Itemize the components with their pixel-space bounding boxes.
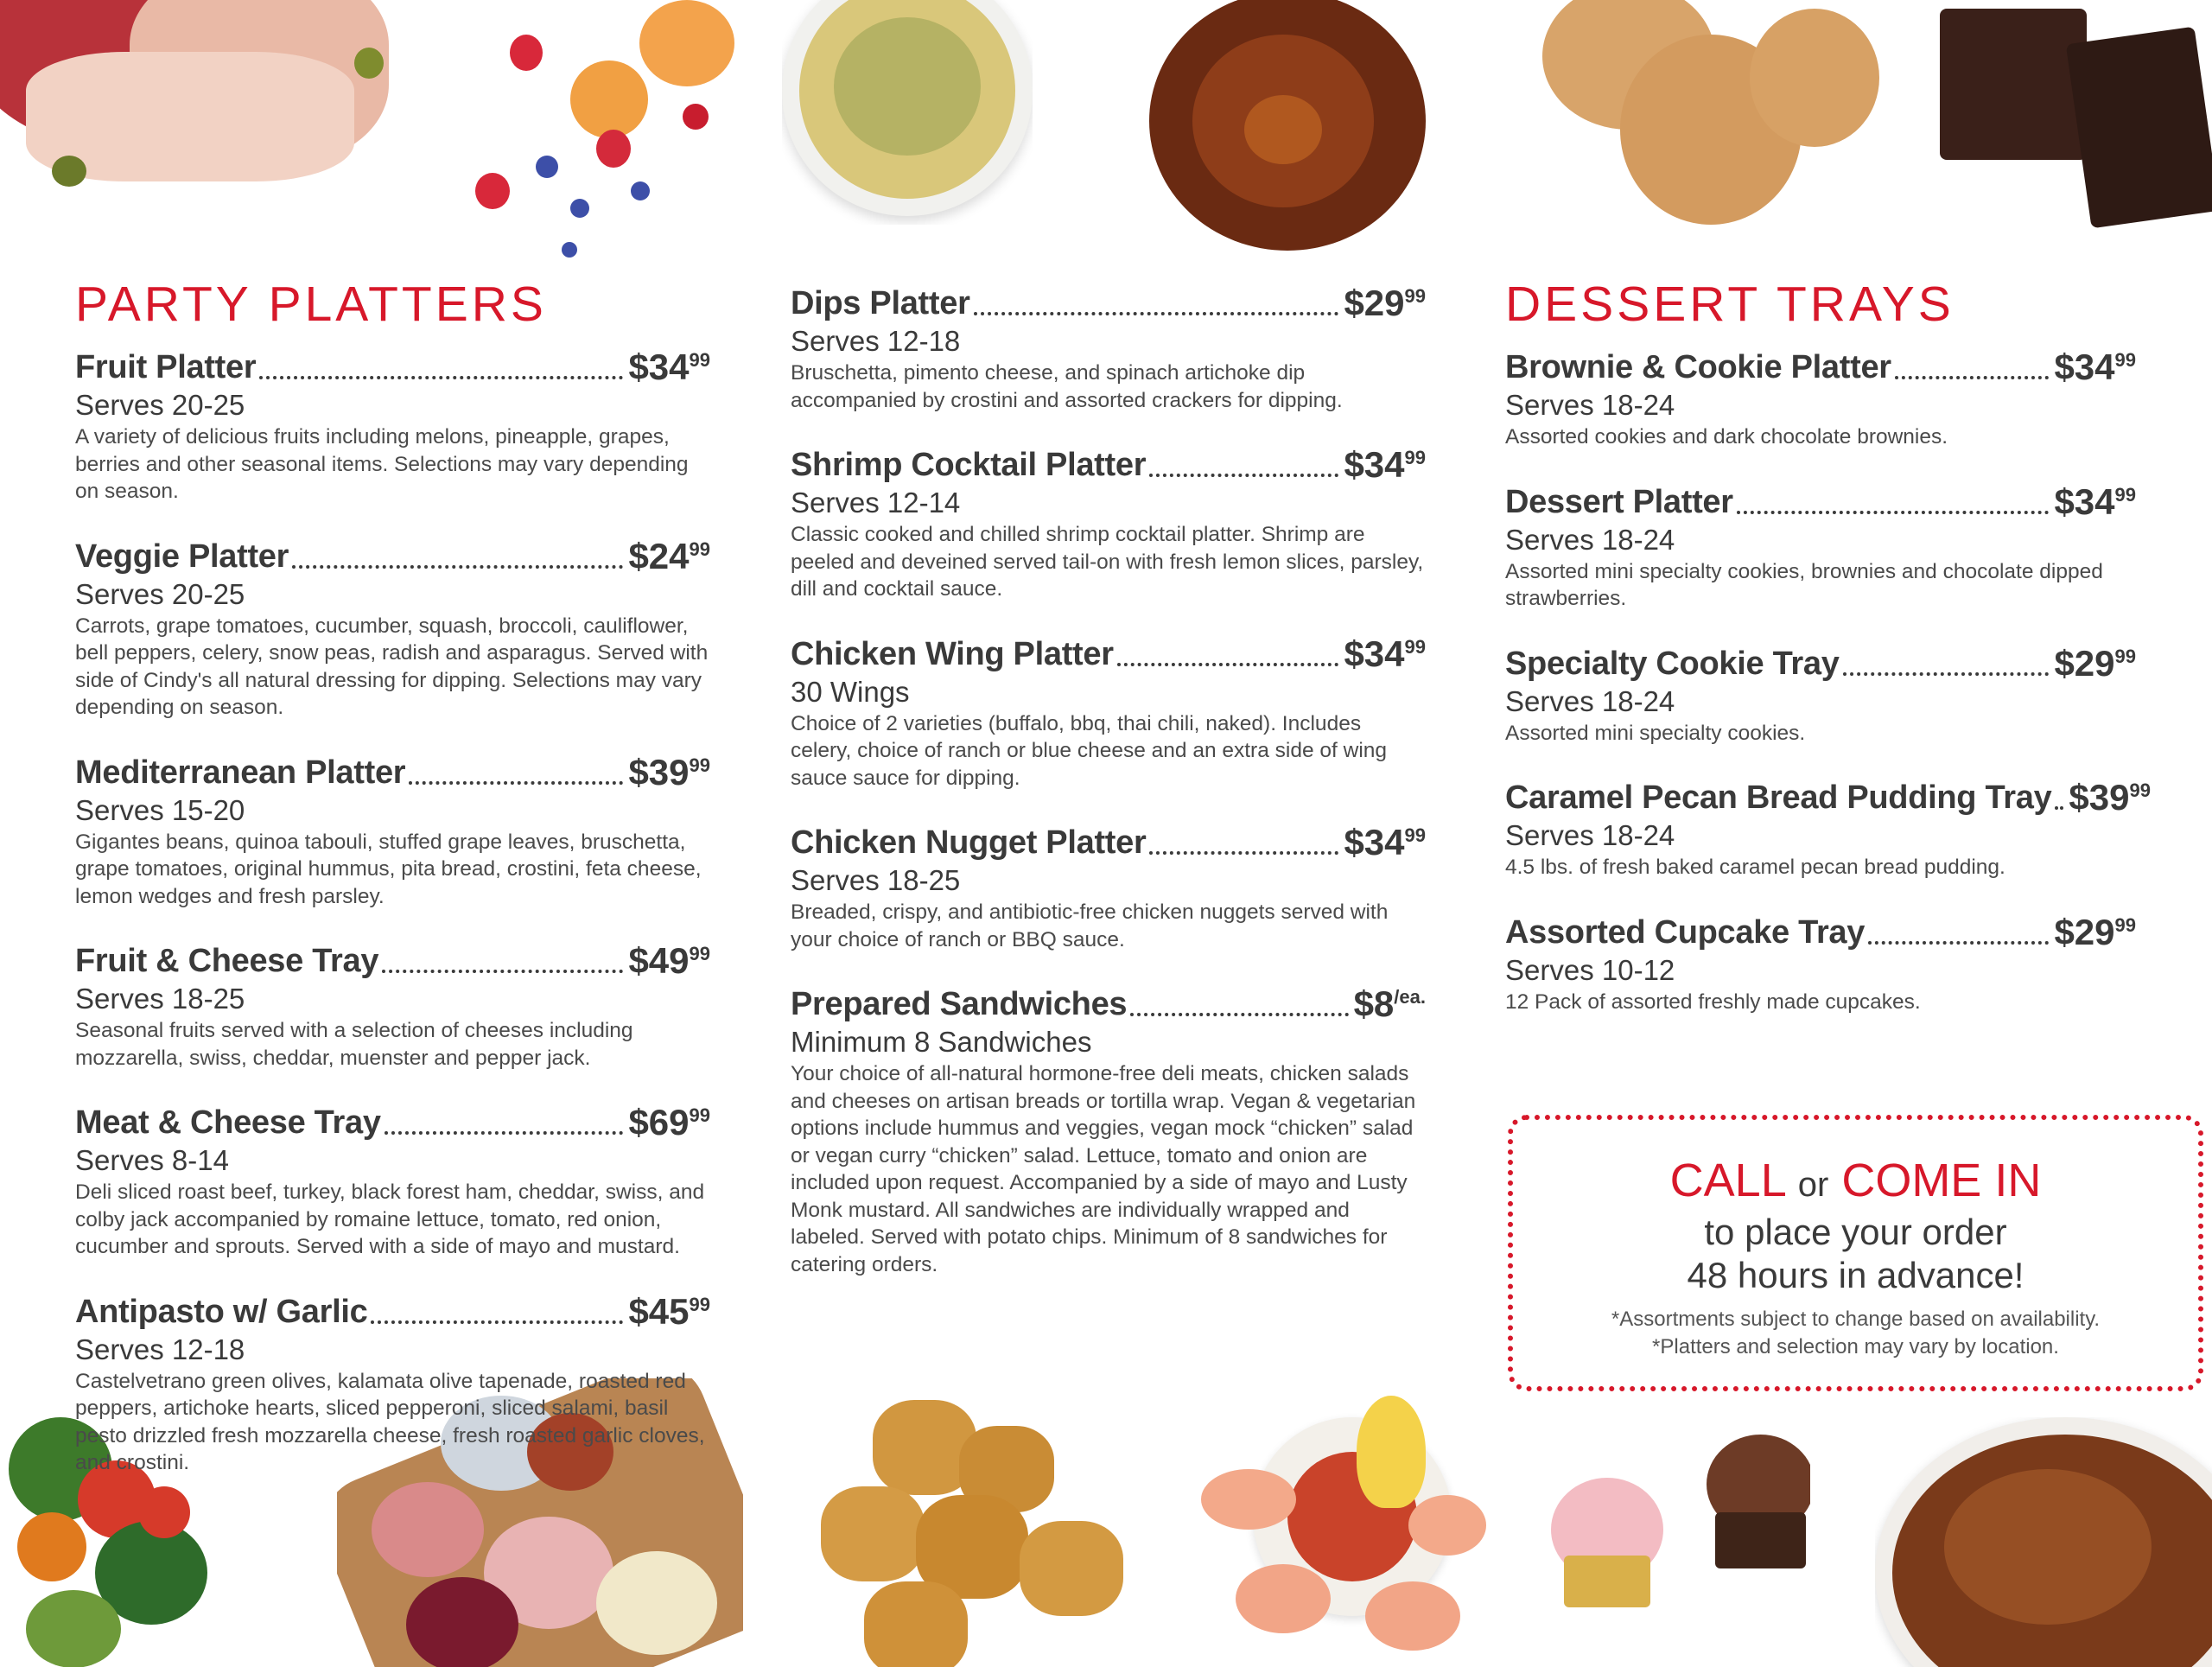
menu-item-price bbox=[1344, 823, 1426, 862]
availability-note: *Assortments subject to change based on availability. bbox=[1611, 1308, 2101, 1331]
menu-item-serves: Serves 8-14 bbox=[75, 1144, 229, 1176]
menu-item-price bbox=[2054, 913, 2136, 952]
price-dollars: $39 bbox=[628, 751, 690, 792]
menu-item-name: Specialty Cookie Tray bbox=[1505, 645, 1840, 682]
menu-item-price bbox=[1344, 634, 1426, 674]
dot-leader bbox=[409, 781, 623, 785]
menu-item bbox=[791, 440, 1426, 603]
menu-item-name: Dips Platter bbox=[791, 285, 970, 321]
menu-item-header bbox=[791, 440, 1426, 485]
menu-item-header bbox=[75, 1098, 710, 1142]
menu-item-name: Chicken Nugget Platter bbox=[791, 824, 1147, 861]
menu-item-serves: Serves 20-25 bbox=[75, 577, 245, 610]
menu-item-name: Prepared Sandwiches bbox=[791, 986, 1128, 1022]
price-dollars: $39 bbox=[2069, 777, 2130, 818]
menu-item-name: Meat & Cheese Tray bbox=[75, 1104, 381, 1141]
menu-item-price bbox=[628, 941, 710, 981]
menu-item-serves: 30 Wings bbox=[791, 675, 910, 708]
menu-item-header bbox=[75, 342, 710, 387]
price-cents: 99 bbox=[689, 538, 710, 560]
menu-item-description: 4.5 lbs. of fresh baked caramel pecan bread pudding. bbox=[1505, 856, 2005, 879]
menu-item bbox=[791, 818, 1426, 953]
menu-item-price bbox=[1354, 984, 1426, 1024]
menu-item-description: Your choice of all-natural hormone-free deli meats, chicken salads and cheeses on artisan breads or tortilla wrap. Vegan & vegetarian options include hummus and veggies, vegan mock “chicken” salad or vegan curry “chicken” salad. Lettuce, tomato and onion are included upon request. Accompanied by a side of mayo and Lusty Monk mustard. All sandwiches are individually wrapped and labeled. Served with potato chips. Minimum of 8 sandwiches for catering orders. bbox=[791, 1062, 1416, 1276]
dot-leader bbox=[1149, 474, 1338, 477]
dot-leader bbox=[292, 565, 623, 569]
price-cents: 99 bbox=[689, 349, 710, 371]
price-cents: 99 bbox=[2129, 779, 2151, 801]
menu-item-description: Carrots, grape tomatoes, cucumber, squash, broccoli, cauliflower, bell peppers, celery, snow peas, radish and asparagus. Served with side of Cindy's all natural dressing for dipping. Selections may vary depending on season. bbox=[75, 614, 709, 719]
menu-item-price bbox=[628, 347, 710, 387]
price-cents: 99 bbox=[689, 943, 710, 964]
menu-item-price bbox=[628, 753, 710, 792]
party-platters-section bbox=[75, 277, 710, 1503]
menu-item bbox=[75, 531, 710, 722]
menu-item-name: Veggie Platter bbox=[75, 538, 289, 575]
brownies-photo bbox=[1931, 0, 2212, 233]
dessert-trays-section bbox=[1505, 277, 2151, 1041]
menu-item-serves: Serves 18-25 bbox=[75, 983, 245, 1015]
price-dollars: $34 bbox=[2054, 480, 2115, 522]
menu-item bbox=[1505, 477, 2136, 613]
menu-item-price bbox=[2054, 347, 2136, 387]
price-dollars: $24 bbox=[628, 535, 690, 576]
price-cents: 99 bbox=[689, 1293, 710, 1315]
menu-item-header bbox=[1505, 342, 2136, 387]
dot-leader bbox=[259, 376, 623, 379]
price-dollars: $34 bbox=[628, 347, 690, 387]
menu-item bbox=[791, 629, 1426, 792]
menu-item-header bbox=[1505, 639, 2136, 684]
menu-item bbox=[75, 936, 710, 1072]
menu-item-header bbox=[75, 1287, 710, 1332]
dessert-trays-title: DESSERT TRAYS bbox=[1505, 277, 1955, 332]
menu-item bbox=[75, 1287, 710, 1477]
menu-item-serves: Serves 12-18 bbox=[791, 325, 961, 357]
menu-item-header bbox=[791, 278, 1426, 323]
menu-item-price bbox=[628, 537, 710, 576]
price-dollars: $45 bbox=[628, 1290, 690, 1332]
menu-item-header bbox=[791, 629, 1426, 674]
price-dollars: $34 bbox=[1344, 444, 1405, 485]
menu-item-name: Fruit Platter bbox=[75, 349, 257, 385]
shrimp-cocktail-photo bbox=[1201, 1383, 1486, 1667]
party-platters-list bbox=[75, 342, 710, 1477]
menu-item bbox=[1505, 773, 2151, 881]
menu-item bbox=[791, 278, 1426, 414]
chicken-nuggets-photo bbox=[812, 1391, 1141, 1667]
menu-item bbox=[75, 748, 710, 911]
menu-item-name: Assorted Cupcake Tray bbox=[1505, 913, 1866, 951]
menu-item-price bbox=[2069, 778, 2151, 818]
menu-item bbox=[75, 1098, 710, 1261]
place-order-text: to place your order bbox=[1704, 1212, 2007, 1252]
dot-leader bbox=[1868, 941, 2049, 945]
price-dollars: $29 bbox=[1344, 283, 1405, 323]
menu-item-serves: Serves 18-24 bbox=[1505, 523, 1675, 556]
dot-leader bbox=[1149, 851, 1338, 855]
price-cents: /ea. bbox=[1394, 986, 1426, 1008]
menu-item-name: Shrimp Cocktail Platter bbox=[791, 447, 1147, 483]
menu-item-serves: Serves 18-25 bbox=[791, 864, 961, 896]
menu-item-description: Bruschetta, pimento cheese, and spinach artichoke dip accompanied by crostini and assorted crackers for dipping. bbox=[791, 361, 1343, 412]
price-dollars: $29 bbox=[2054, 911, 2115, 952]
come-in-text: COME IN bbox=[1841, 1155, 2042, 1206]
menu-item-header bbox=[75, 748, 710, 792]
price-cents: 99 bbox=[1404, 824, 1426, 846]
menu-item-header bbox=[1505, 773, 2151, 818]
bread-pudding-photo bbox=[1875, 1417, 2212, 1667]
call-or-come-in-box bbox=[1508, 1115, 2203, 1391]
dessert-trays-list bbox=[1505, 342, 2151, 1015]
menu-item-serves: Serves 12-14 bbox=[791, 487, 961, 519]
price-cents: 99 bbox=[2114, 349, 2136, 371]
cookies-photo bbox=[1542, 0, 1879, 233]
cupcakes-photo bbox=[1542, 1417, 1810, 1667]
price-cents: 99 bbox=[1404, 447, 1426, 468]
dip-bowl-photo bbox=[782, 0, 1033, 225]
menu-item bbox=[1505, 907, 2136, 1016]
menu-item-header bbox=[1505, 907, 2136, 952]
menu-item-serves: Serves 18-24 bbox=[1505, 389, 1675, 421]
dot-leader bbox=[1843, 672, 2050, 676]
berries-fruit-photo bbox=[467, 0, 743, 277]
menu-item-description: A variety of delicious fruits including melons, pineapple, grapes, berries and other seasonal items. Selections may vary depending on season. bbox=[75, 425, 689, 503]
dot-leader bbox=[1895, 376, 2050, 379]
price-cents: 99 bbox=[689, 1104, 710, 1126]
menu-item-header bbox=[75, 531, 710, 576]
menu-item-price bbox=[2054, 482, 2136, 522]
price-cents: 99 bbox=[2114, 483, 2136, 506]
menu-item-description: Assorted mini specialty cookies, brownies and chocolate dipped strawberries. bbox=[1505, 559, 2103, 610]
menu-item bbox=[1505, 639, 2136, 748]
price-cents: 99 bbox=[689, 754, 710, 776]
price-dollars: $8 bbox=[1353, 983, 1395, 1024]
location-note: *Platters and selection may vary by location. bbox=[1652, 1335, 2059, 1358]
party-platters-title: PARTY PLATTERS bbox=[75, 277, 547, 332]
call-headline bbox=[1513, 1155, 2198, 1211]
menu-item-serves: Serves 10-12 bbox=[1505, 953, 1675, 986]
menu-item-price bbox=[1344, 283, 1426, 323]
menu-item-description: Choice of 2 varieties (buffalo, bbq, thai chili, naked). Includes celery, choice of ranch or blue cheese and an extra side of wing sauce sauce for dipping. bbox=[791, 711, 1388, 790]
call-text: CALL bbox=[1669, 1155, 1785, 1206]
menu-item-header bbox=[791, 818, 1426, 862]
menu-item-name: Fruit & Cheese Tray bbox=[75, 943, 379, 979]
dot-leader bbox=[371, 1320, 623, 1324]
menu-item-serves: Serves 12-18 bbox=[75, 1333, 245, 1365]
menu-item-serves: Serves 15-20 bbox=[75, 793, 245, 826]
menu-item-serves: Minimum 8 Sandwiches bbox=[791, 1026, 1092, 1058]
menu-item-description: Assorted mini specialty cookies. bbox=[1505, 721, 1806, 745]
menu-item-description: Classic cooked and chilled shrimp cocktail platter. Shrimp are peeled and deveined served tail-on with fresh lemon slices, parsley, dill and cocktail sauce. bbox=[791, 523, 1424, 601]
price-dollars: $49 bbox=[628, 940, 690, 981]
price-dollars: $34 bbox=[1344, 633, 1405, 674]
menu-item-description: Castelvetrano green olives, kalamata olive tapenade, roasted red peppers, artichoke hearts, sliced pepperoni, sliced salami, basil pesto drizzled fresh mozzarella cheese, fresh roasted garlic cloves, and crostini. bbox=[75, 1369, 705, 1474]
menu-item bbox=[1505, 342, 2136, 451]
dot-leader bbox=[2055, 806, 2063, 810]
menu-item-price bbox=[1344, 445, 1426, 485]
menu-item-price bbox=[628, 1292, 710, 1332]
dot-leader bbox=[1737, 511, 2050, 514]
price-cents: 99 bbox=[2114, 645, 2136, 667]
menu-item-description: Assorted cookies and dark chocolate brownies. bbox=[1505, 425, 1948, 449]
menu-item-header bbox=[791, 979, 1426, 1024]
price-cents: 99 bbox=[1404, 285, 1426, 307]
dot-leader bbox=[974, 312, 1339, 315]
or-text: or bbox=[1797, 1166, 1829, 1204]
menu-item-price bbox=[2054, 644, 2136, 684]
menu-item-name: Brownie & Cookie Platter bbox=[1505, 349, 1891, 385]
menu-item-serves: Serves 18-24 bbox=[1505, 819, 1675, 851]
menu-item-name: Antipasto w/ Garlic bbox=[75, 1293, 368, 1330]
menu-item-description: Deli sliced roast beef, turkey, black forest ham, cheddar, swiss, and colby jack accompanied by romaine lettuce, tomato, red onion, cucumber and sprouts. Served with a side of mayo and mustard. bbox=[75, 1180, 705, 1258]
menu-item-name: Caramel Pecan Bread Pudding Tray bbox=[1505, 779, 2052, 816]
dot-leader bbox=[385, 1131, 624, 1135]
deli-meats-photo bbox=[0, 0, 397, 199]
price-dollars: $29 bbox=[2054, 642, 2115, 684]
dot-leader bbox=[382, 970, 623, 973]
middle-section bbox=[791, 278, 1426, 1304]
dot-leader bbox=[1130, 1013, 1348, 1016]
menu-item-name: Dessert Platter bbox=[1505, 483, 1733, 520]
menu-item-header bbox=[1505, 477, 2136, 522]
menu-item bbox=[75, 342, 710, 506]
price-cents: 99 bbox=[2114, 913, 2136, 936]
menu-item-header bbox=[75, 936, 710, 981]
chicken-wings-photo bbox=[1141, 0, 1434, 268]
dot-leader bbox=[1117, 663, 1339, 666]
menu-item-serves: Serves 18-24 bbox=[1505, 684, 1675, 717]
menu-item-description: Breaded, crispy, and antibiotic-free chicken nuggets served with your choice of ranch or BBQ sauce. bbox=[791, 900, 1389, 951]
menu-item-name: Chicken Wing Platter bbox=[791, 635, 1114, 672]
menu-item-description: Gigantes beans, quinoa tabouli, stuffed grape leaves, bruschetta, grape tomatoes, original hummus, pita bread, crostini, feta cheese, lemon wedges and fresh parsley. bbox=[75, 830, 702, 908]
middle-platters-list bbox=[791, 278, 1426, 1278]
menu-item-name: Mediterranean Platter bbox=[75, 754, 406, 791]
price-dollars: $34 bbox=[2054, 347, 2115, 387]
price-dollars: $69 bbox=[628, 1102, 690, 1142]
price-cents: 99 bbox=[1404, 635, 1426, 658]
menu-item-price bbox=[628, 1103, 710, 1142]
price-dollars: $34 bbox=[1344, 822, 1405, 862]
menu-item bbox=[791, 979, 1426, 1278]
advance-notice-text: 48 hours in advance! bbox=[1687, 1255, 2024, 1295]
menu-item-serves: Serves 20-25 bbox=[75, 389, 245, 421]
menu-item-description: 12 Pack of assorted freshly made cupcakes. bbox=[1505, 989, 1921, 1014]
menu-item-description: Seasonal fruits served with a selection of cheeses including mozzarella, swiss, cheddar, muenster and pepper jack. bbox=[75, 1019, 633, 1070]
